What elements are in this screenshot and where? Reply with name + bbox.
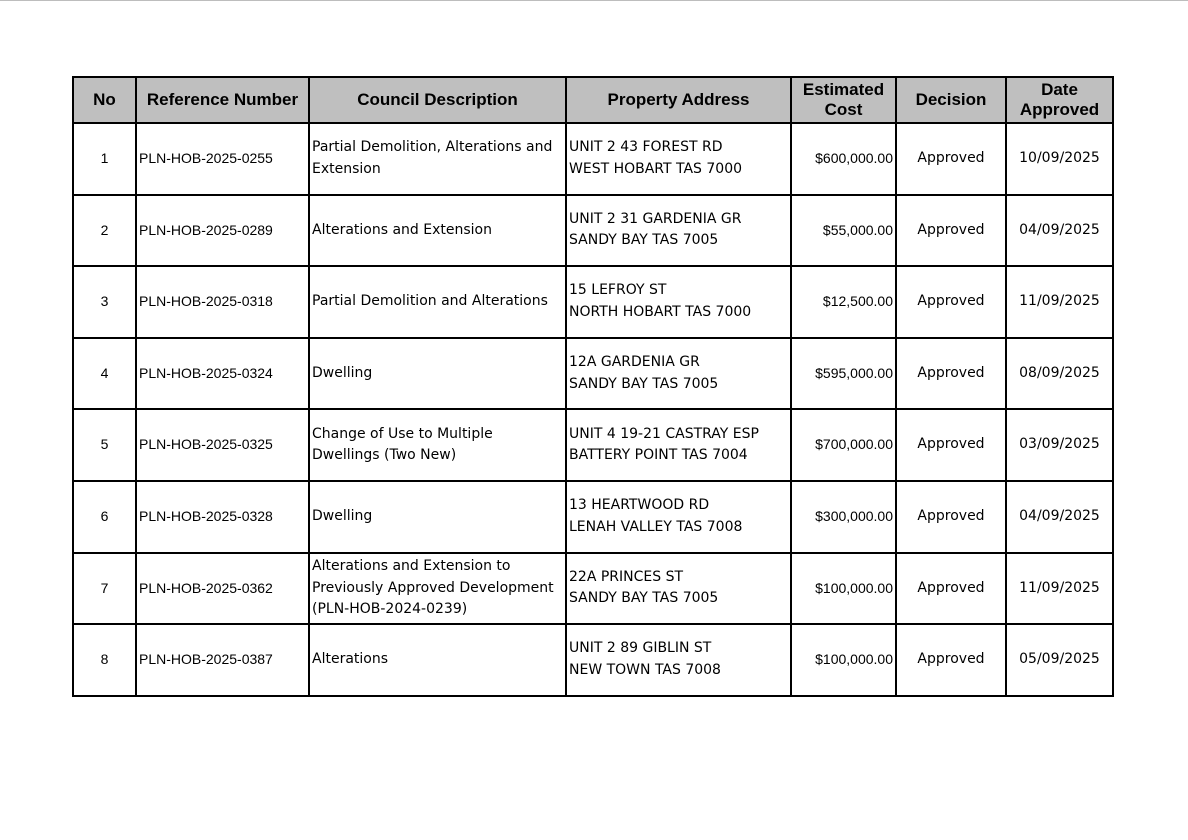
decision: Approved (896, 266, 1006, 338)
address-line-2: SANDY BAY TAS 7005 (569, 232, 719, 249)
reference-number: PLN-HOB-2025-0387 (136, 624, 309, 696)
council-description: Partial Demolition, Alterations and Extension (309, 123, 566, 195)
address-line-2: WEST HOBART TAS 7000 (569, 160, 743, 177)
reference-number: PLN-HOB-2025-0362 (136, 553, 309, 625)
row-number: 2 (73, 195, 136, 267)
reference-number: PLN-HOB-2025-0328 (136, 481, 309, 553)
table-row (73, 123, 1113, 195)
row-number: 6 (73, 481, 136, 553)
table-body (73, 123, 1113, 696)
council-description: Alterations (309, 624, 566, 696)
header-date-approved-line1: Date (1041, 80, 1078, 99)
decision: Approved (896, 481, 1006, 553)
council-description: Alterations and Extension (309, 195, 566, 267)
property-address (566, 624, 791, 696)
date-approved: 11/09/2025 (1006, 553, 1113, 625)
table-row (73, 338, 1113, 410)
council-description: Dwelling (309, 338, 566, 410)
date-approved: 04/09/2025 (1006, 195, 1113, 267)
estimated-cost: $595,000.00 (791, 338, 896, 410)
estimated-cost: $700,000.00 (791, 409, 896, 481)
address-line-2: SANDY BAY TAS 7005 (569, 375, 719, 392)
date-approved: 10/09/2025 (1006, 123, 1113, 195)
row-number: 3 (73, 266, 136, 338)
row-number: 4 (73, 338, 136, 410)
decision: Approved (896, 409, 1006, 481)
header-row (73, 77, 1113, 123)
reference-number: PLN-HOB-2025-0255 (136, 123, 309, 195)
council-description: Partial Demolition and Alterations (309, 266, 566, 338)
address-line-2: NEW TOWN TAS 7008 (569, 661, 721, 678)
table-header (73, 77, 1113, 123)
address-line-1: UNIT 2 31 GARDENIA GR (569, 210, 742, 227)
address-line-1: UNIT 2 43 FOREST RD (569, 139, 723, 156)
table-row (73, 409, 1113, 481)
table-row (73, 481, 1113, 553)
address-line-1: 12A GARDENIA GR (569, 354, 700, 371)
header-date-approved (1006, 77, 1113, 123)
address-line-1: UNIT 2 89 GIBLIN ST (569, 640, 712, 657)
table-row (73, 553, 1113, 625)
estimated-cost: $100,000.00 (791, 624, 896, 696)
estimated-cost: $55,000.00 (791, 195, 896, 267)
row-number: 5 (73, 409, 136, 481)
decision: Approved (896, 338, 1006, 410)
date-approved: 05/09/2025 (1006, 624, 1113, 696)
property-address (566, 123, 791, 195)
header-decision: Decision (896, 77, 1006, 123)
address-line-1: 13 HEARTWOOD RD (569, 497, 710, 514)
address-line-1: 15 LEFROY ST (569, 282, 667, 299)
decision: Approved (896, 553, 1006, 625)
header-reference-number: Reference Number (136, 77, 309, 123)
table-row (73, 195, 1113, 267)
header-estimated-cost (791, 77, 896, 123)
date-approved: 11/09/2025 (1006, 266, 1113, 338)
date-approved: 03/09/2025 (1006, 409, 1113, 481)
header-estimated-cost-line1: Estimated (802, 80, 885, 99)
header-no: No (73, 77, 136, 123)
date-approved: 04/09/2025 (1006, 481, 1113, 553)
address-line-2: SANDY BAY TAS 7005 (569, 590, 719, 607)
date-approved: 08/09/2025 (1006, 338, 1113, 410)
page-top-rule (0, 0, 1188, 1)
decision: Approved (896, 624, 1006, 696)
row-number: 8 (73, 624, 136, 696)
header-council-description: Council Description (309, 77, 566, 123)
estimated-cost: $600,000.00 (791, 123, 896, 195)
address-line-2: BATTERY POINT TAS 7004 (569, 447, 748, 464)
reference-number: PLN-HOB-2025-0324 (136, 338, 309, 410)
property-address (566, 266, 791, 338)
reference-number: PLN-HOB-2025-0289 (136, 195, 309, 267)
address-line-2: NORTH HOBART TAS 7000 (569, 303, 752, 320)
table-row (73, 624, 1113, 696)
property-address (566, 409, 791, 481)
council-description: Alterations and Extension to Previously Approved Development (PLN-HOB-2024-0239) (309, 553, 566, 625)
council-description: Change of Use to Multiple Dwellings (Two New) (309, 409, 566, 481)
address-line-1: 22A PRINCES ST (569, 568, 684, 585)
property-address (566, 481, 791, 553)
reference-number: PLN-HOB-2025-0318 (136, 266, 309, 338)
estimated-cost: $100,000.00 (791, 553, 896, 625)
decision: Approved (896, 195, 1006, 267)
estimated-cost: $300,000.00 (791, 481, 896, 553)
address-line-2: LENAH VALLEY TAS 7008 (569, 518, 743, 535)
property-address (566, 195, 791, 267)
header-property-address: Property Address (566, 77, 791, 123)
row-number: 7 (73, 553, 136, 625)
address-line-1: UNIT 4 19-21 CASTRAY ESP (569, 425, 759, 442)
table-row (73, 266, 1113, 338)
header-date-approved-line2: Approved (1019, 100, 1100, 119)
approvals-table (72, 76, 1114, 697)
property-address (566, 338, 791, 410)
council-description: Dwelling (309, 481, 566, 553)
estimated-cost: $12,500.00 (791, 266, 896, 338)
row-number: 1 (73, 123, 136, 195)
reference-number: PLN-HOB-2025-0325 (136, 409, 309, 481)
header-estimated-cost-line2: Cost (824, 100, 863, 119)
property-address (566, 553, 791, 625)
decision: Approved (896, 123, 1006, 195)
